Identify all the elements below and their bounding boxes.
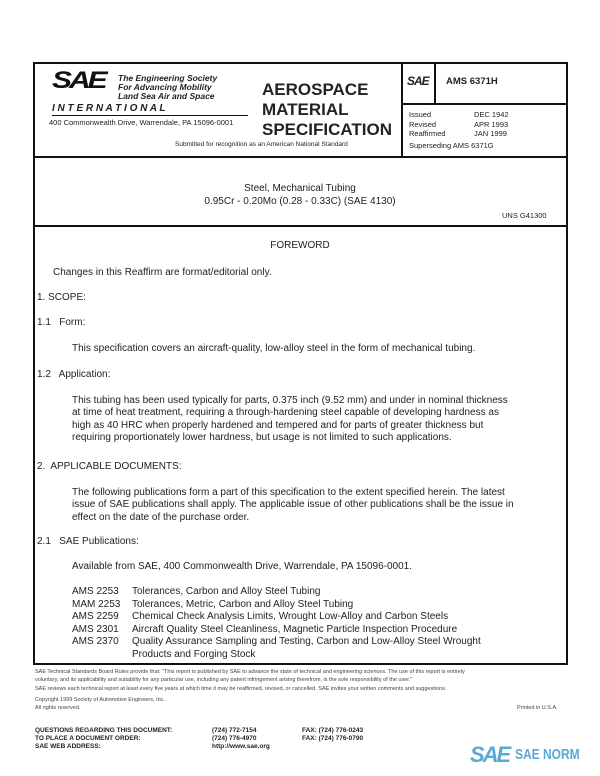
title-line: MATERIAL bbox=[262, 100, 349, 119]
web-link[interactable]: http://www.sae.org bbox=[212, 743, 270, 750]
ref-title-continued: Products and Forging Stock bbox=[132, 648, 256, 660]
contact-fax bbox=[302, 727, 363, 743]
doc-type-title bbox=[262, 80, 392, 140]
subtitle-line: Land Sea Air and Space bbox=[118, 91, 215, 101]
fax: FAX: (724) 776-0243 bbox=[302, 727, 364, 734]
text-line: The following publications form a part of this specification to the extent specified herein. The latest bbox=[72, 487, 505, 498]
fax: FAX: (724) 776-0790 bbox=[302, 735, 364, 742]
reference-list bbox=[72, 586, 481, 661]
contact-label: TO PLACE A DOCUMENT ORDER: bbox=[35, 735, 141, 742]
reference-item bbox=[72, 586, 481, 599]
section-1-1-heading: 1.1 Form: bbox=[37, 317, 86, 328]
printed-in: Printed in U.S.A. bbox=[517, 705, 558, 711]
ref-title: Chemical Check Analysis Limits, Wrought Low-Alloy and Carbon Steels bbox=[132, 611, 449, 622]
text-line: SAE Technical Standards Board Rules provide that: "This report is published by SAE to advance the state of technical and engineering sciences. The use of this report is entirely bbox=[35, 669, 465, 675]
date-labels bbox=[409, 110, 446, 139]
ref-title: Tolerances, Metric, Carbon and Alloy Steel Tubing bbox=[132, 598, 354, 610]
reference-item bbox=[72, 624, 481, 637]
ref-code: AMS 2370 bbox=[72, 636, 119, 647]
phone: (724) 772-7154 bbox=[212, 727, 257, 734]
divider bbox=[33, 225, 568, 227]
standards-rules bbox=[35, 669, 465, 684]
section-1-2-heading: 1.2 Application: bbox=[37, 369, 111, 380]
rights: All rights reserved. bbox=[35, 705, 81, 711]
ref-code: AMS 2253 bbox=[72, 586, 119, 597]
section-2-heading: 2. APPLICABLE DOCUMENTS: bbox=[37, 461, 182, 472]
divider bbox=[401, 103, 568, 105]
subtitle-line: The Engineering Society bbox=[118, 73, 218, 83]
sae-small-logo: SAE bbox=[407, 74, 429, 88]
doc-number: AMS 6371H bbox=[446, 76, 498, 87]
copyright: Copyright 1999 Society of Automotive Engineers, Inc. bbox=[35, 697, 165, 703]
section-1-2-text bbox=[72, 395, 508, 444]
divider bbox=[33, 156, 568, 158]
subtitle-line: For Advancing Mobility bbox=[118, 82, 212, 92]
ref-code: MAM 2253 bbox=[72, 598, 121, 610]
reaffirmed-date: JAN 1999 bbox=[474, 129, 507, 138]
ref-title: Quality Assurance Sampling and Testing, Carbon and Low-Alloy Steel Wrought bbox=[132, 636, 481, 647]
date-values bbox=[474, 110, 509, 139]
contact-labels bbox=[35, 727, 172, 751]
text-line: This tubing has been used typically for parts, 0.375 inch (9.52 mm) and under in nominal thickness bbox=[72, 395, 508, 406]
material-composition: 0.95Cr - 0.20Mo (0.28 - 0.33C) (SAE 4130) bbox=[204, 196, 396, 207]
text-line: issue of SAE publications shall apply. The applicable issue of other publications shall be the issue in bbox=[72, 499, 514, 511]
reference-item bbox=[72, 636, 481, 649]
watermark-text: SAE NORM bbox=[515, 746, 580, 763]
ref-code: AMS 2259 bbox=[72, 611, 119, 622]
superseding: Superseding AMS 6371G bbox=[409, 141, 494, 150]
address: 400 Commonwealth Drive, Warrendale, PA 15096-0001 bbox=[49, 118, 234, 127]
watermark-logo: SAE bbox=[470, 742, 510, 767]
revised-label: Revised bbox=[409, 119, 437, 129]
issued-date: DEC 1942 bbox=[474, 110, 509, 119]
ref-code: AMS 2301 bbox=[72, 623, 119, 635]
document-frame bbox=[33, 62, 568, 665]
material-title: Steel, Mechanical Tubing bbox=[244, 183, 356, 194]
submitted-note: Submitted for recognition as an American National Standard bbox=[175, 141, 348, 148]
section-2-1-heading: 2.1 SAE Publications: bbox=[37, 536, 139, 547]
foreword-heading: FOREWORD bbox=[270, 240, 330, 251]
ref-title: Aircraft Quality Steel Cleanliness, Magnetic Particle Inspection Procedure bbox=[132, 623, 458, 635]
title-line: SPECIFICATION bbox=[262, 120, 393, 139]
ref-title: Tolerances, Carbon and Alloy Steel Tubing bbox=[132, 586, 321, 597]
sae-logo: SAE bbox=[52, 67, 105, 94]
contact-label: SAE WEB ADDRESS: bbox=[35, 743, 101, 750]
contact-label: QUESTIONS REGARDING THIS DOCUMENT: bbox=[35, 727, 173, 734]
changes-note: Changes in this Reaffirm are format/editorial only. bbox=[53, 267, 272, 278]
section-1-heading: 1. SCOPE: bbox=[37, 292, 86, 303]
text-line: requiring proportionately lower hardness, but usage is not limited to such applications. bbox=[72, 431, 452, 443]
divider bbox=[52, 115, 248, 116]
international-text: I N T E R N A T I O N A L bbox=[52, 103, 166, 114]
phone: (724) 776-4970 bbox=[212, 735, 257, 742]
title-line: AEROSPACE bbox=[262, 80, 369, 99]
text-line: voluntary, and its applicability and suitability for any particular use, including any patent infringement arising therefrom, is the sole responsibility of the user." bbox=[35, 676, 413, 683]
section-1-1-text: This specification covers an aircraft-quality, low-alloy steel in the form of mechanical tubing. bbox=[72, 343, 476, 354]
revised-date: APR 1993 bbox=[474, 119, 509, 129]
reference-item bbox=[72, 599, 481, 612]
text-line: high as 40 HRC when properly hardened and tempered and for parts of greater thickness but bbox=[72, 419, 484, 431]
issued-label: Issued bbox=[409, 110, 432, 119]
uns-number: UNS G41300 bbox=[502, 211, 547, 220]
reference-item bbox=[72, 611, 481, 624]
text-line: effect on the date of the purchase order. bbox=[72, 511, 250, 523]
review-note: SAE reviews each technical report at least every five years at which time it may be reaffirmed, revised, or cancelled. SAE invites your written comments and suggestions. bbox=[35, 686, 447, 692]
divider bbox=[434, 62, 436, 104]
divider bbox=[401, 62, 403, 157]
text-line: at time of heat treatment, requiring a through-hardening steel capable of developing hardness as bbox=[72, 407, 499, 419]
section-2-1-text: Available from SAE, 400 Commonwealth Drive, Warrendale, PA 15096-0001. bbox=[72, 561, 412, 572]
contact-phones bbox=[212, 727, 270, 751]
reaffirmed-label: Reaffirmed bbox=[409, 129, 446, 138]
logo-subtitle bbox=[118, 74, 217, 101]
section-2-text bbox=[72, 487, 514, 524]
